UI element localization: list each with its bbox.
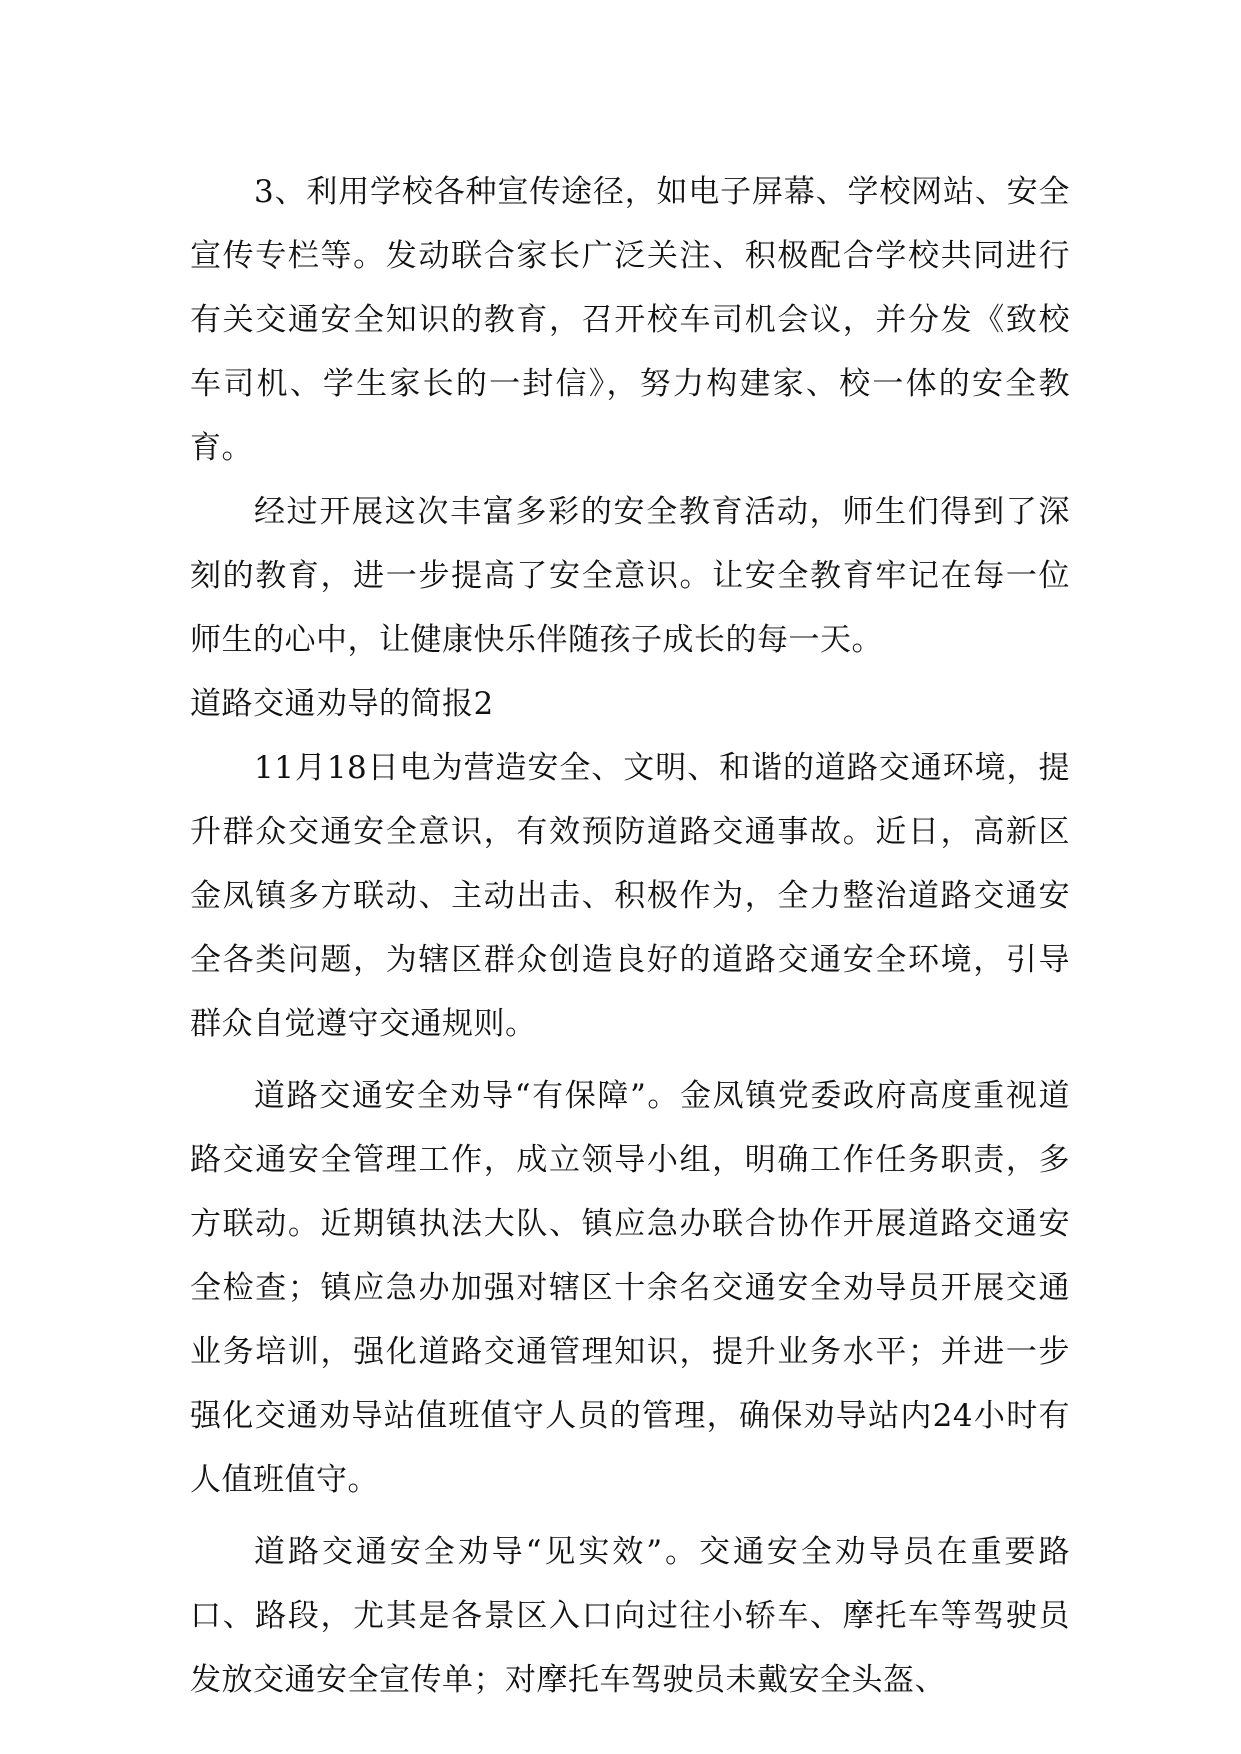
paragraph-activity-summary: 经过开展这次丰富多彩的安全教育活动，师生们得到了深刻的教育，进一步提高了安全意识。让安全教育牢记在每一位师生的心中，让健康快乐伴随孩子成长的每一天。 (190, 494, 1070, 658)
paragraph-news-intro: 11月18日电为营造安全、文明、和谐的道路交通环境，提升群众交通安全意识，有效预防道路交通事故。近日，高新区金凤镇多方联动、主动出击、积极作为，全力整治道路交通安全各类问题，为辖区群众创造良好的道路交通安全环境，引导群众自觉遵守交通规则。 (190, 750, 1070, 1042)
paragraph-propaganda-channels: 3、利用学校各种宣传途径，如电子屏幕、学校网站、安全宣传专栏等。发动联合家长广泛关注、积极配合学校共同进行有关交通安全知识的教育，召开校车司机会议，并分发《致校车司机、学生家长的一封信》，努力构建家、校一体的安全教育。 (190, 174, 1070, 466)
section-title: 道路交通劝导的简报2 (190, 686, 494, 722)
paragraph-guarantee: 道路交通安全劝导“有保障”。金凤镇党委政府高度重视道路交通安全管理工作，成立领导小组，明确工作任务职责，多方联动。近期镇执法大队、镇应急办联合协作开展道路交通安全检查；镇应急办加强对辖区十余名交通安全劝导员开展交通业务培训，强化道路交通管理知识，提升业务水平；并进一步强化交通劝导站值班值守人员的管理，确保劝导站内24小时有人值班值守。 (190, 1078, 1070, 1498)
document-body (190, 160, 1070, 1712)
paragraph-effectiveness: 道路交通安全劝导“见实效”。交通安全劝导员在重要路口、路段，尤其是各景区入口向过往小轿车、摩托车等驾驶员发放交通安全宣传单；对摩托车驾驶员未戴安全头盔、 (190, 1534, 1070, 1698)
